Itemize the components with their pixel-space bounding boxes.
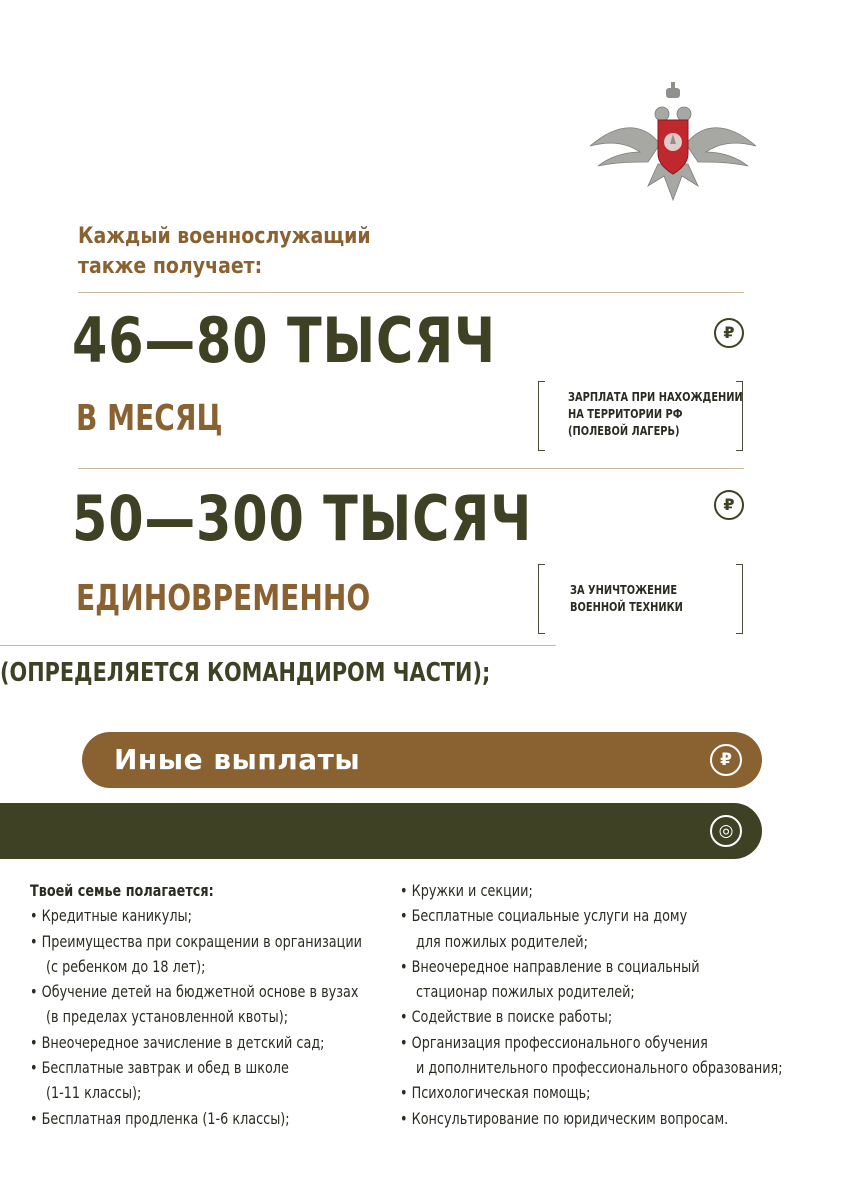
bracket-right xyxy=(736,564,743,634)
bracket-left xyxy=(538,381,545,451)
note-line: ЗАРПЛАТА ПРИ НАХОЖДЕНИИ xyxy=(568,390,743,404)
list-item-continuation: стационар пожилых родителей; xyxy=(416,982,635,1002)
list-item-continuation: и дополнительного профессионального образования; xyxy=(416,1058,783,1078)
payments-footnote: (ОПРЕДЕЛЯЕТСЯ КОМАНДИРОМ ЧАСТИ); xyxy=(0,658,491,688)
list-item: • Кредитные каникулы; xyxy=(30,906,192,926)
note-line: НА ТЕРРИТОРИИ РФ xyxy=(568,407,683,421)
list-item: • Внеочередное зачисление в детский сад; xyxy=(30,1032,325,1052)
payment-amount: 46—80 ТЫСЯЧ xyxy=(72,304,496,377)
list-item-continuation: (с ребенком до 18 лет); xyxy=(46,956,206,976)
payment-note xyxy=(568,389,743,440)
divider xyxy=(78,292,744,293)
payment-period: ЕДИНОВРЕМЕННО xyxy=(76,578,371,619)
list-item: • Консультирование по юридическим вопросам. xyxy=(400,1108,729,1128)
divider xyxy=(0,645,556,646)
family-benefits-bar xyxy=(0,803,762,859)
list-item: • Обучение детей на бюджетной основе в вузах xyxy=(30,982,359,1002)
emblem-logo xyxy=(588,82,758,202)
list-item: • Организация профессионального обучения xyxy=(400,1032,708,1052)
other-payments-label: Иные выплаты xyxy=(114,743,361,776)
intro-text xyxy=(78,222,371,282)
family-benefits-right xyxy=(400,878,783,1131)
list-item-continuation: (в пределах установленной квоты); xyxy=(46,1007,289,1027)
list-item: • Бесплатная продленка (1-6 классы); xyxy=(30,1108,290,1128)
payment-period: В МЕСЯЦ xyxy=(76,398,223,439)
note-line: (ПОЛЕВОЙ ЛАГЕРЬ) xyxy=(568,424,680,438)
ruble-coin-icon: ₽ xyxy=(714,490,744,520)
intro-line-2: также получает: xyxy=(78,254,263,279)
divider xyxy=(78,468,744,469)
list-item: • Преимущества при сокращении в организации xyxy=(30,931,362,951)
list-item: • Бесплатные завтрак и обед в школе xyxy=(30,1058,289,1078)
bracket-left xyxy=(538,564,545,634)
ruble-coin-icon: ₽ xyxy=(714,318,744,348)
list-item-continuation: (1-11 классы); xyxy=(46,1083,142,1103)
list-heading: Твоей семье полагается: xyxy=(30,881,214,900)
list-item: • Внеочередное направление в социальный xyxy=(400,956,700,976)
payment-amount: 50—300 ТЫСЯЧ xyxy=(72,482,533,555)
family-benefits-left xyxy=(30,878,362,1131)
ruble-coin-icon: ₽ xyxy=(710,744,742,776)
shield-circle-icon: ◎ xyxy=(710,815,742,847)
list-item: • Кружки и секции; xyxy=(400,881,533,900)
payment-note xyxy=(570,582,683,616)
list-item-continuation: для пожилых родителей; xyxy=(416,931,588,951)
list-item: • Психологическая помощь; xyxy=(400,1083,591,1103)
list-item: • Содействие в поиске работы; xyxy=(400,1007,613,1027)
note-line: ЗА УНИЧТОЖЕНИЕ xyxy=(570,583,678,597)
list-item: • Бесплатные социальные услуги на дому xyxy=(400,906,688,926)
intro-line-1: Каждый военнослужащий xyxy=(78,224,371,249)
note-line: ВОЕННОЙ ТЕХНИКИ xyxy=(570,600,683,614)
